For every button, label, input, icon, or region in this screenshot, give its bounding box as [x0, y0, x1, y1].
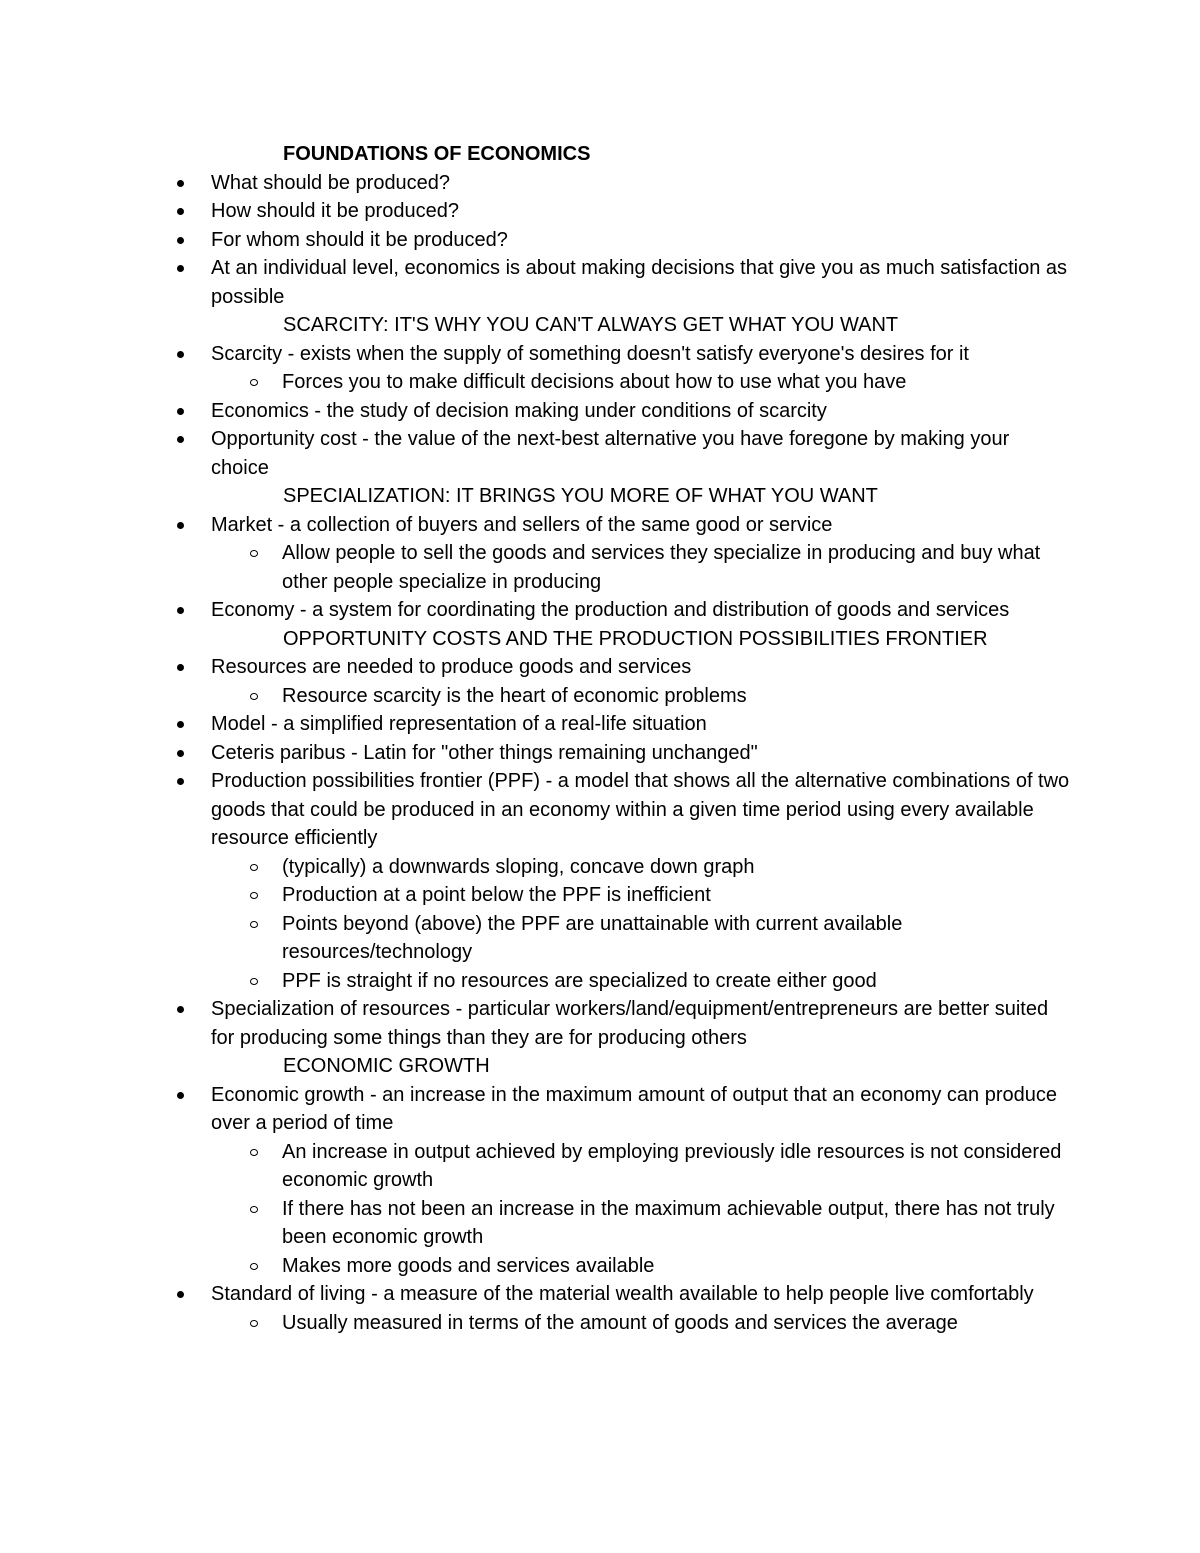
section-heading: SPECIALIZATION: IT BRINGS YOU MORE OF WHAT YOU WANT: [283, 485, 878, 507]
sub-bullet-item: Production at a point below the PPF is inefficient: [0, 881, 1200, 910]
document-title: FOUNDATIONS OF ECONOMICS: [283, 143, 591, 165]
bullet-item: Resources are needed to produce goods and services: [0, 653, 1200, 682]
sub-bullet-item: Allow people to sell the goods and services they specialize in producing and buy what other people specialize in producing: [0, 539, 1200, 596]
sub-bullet-item: Makes more goods and services available: [0, 1252, 1200, 1281]
sub-bullet-item: PPF is straight if no resources are specialized to create either good: [0, 967, 1200, 996]
sub-bullet-item: (typically) a downwards sloping, concave down graph: [0, 853, 1200, 882]
sub-bullet-item: Usually measured in terms of the amount of goods and services the average: [0, 1309, 1200, 1338]
sub-bullet-item: Resource scarcity is the heart of economic problems: [0, 682, 1200, 711]
bullet-list: [0, 169, 1200, 1338]
bullet-item: For whom should it be produced?: [0, 226, 1200, 255]
bullet-item: Scarcity - exists when the supply of something doesn't satisfy everyone's desires for it: [0, 340, 1200, 369]
sub-bullet-item: Points beyond (above) the PPF are unattainable with current available resources/technology: [0, 910, 1200, 967]
sub-bullet-item: An increase in output achieved by employing previously idle resources is not considered economic growth: [0, 1138, 1200, 1195]
section-heading: SCARCITY: IT'S WHY YOU CAN'T ALWAYS GET WHAT YOU WANT: [283, 314, 899, 336]
sub-bullet-item: If there has not been an increase in the maximum achievable output, there has not truly been economic growth: [0, 1195, 1200, 1252]
sub-bullet-item: Forces you to make difficult decisions about how to use what you have: [0, 368, 1200, 397]
bullet-item: Production possibilities frontier (PPF) - a model that shows all the alternative combinations of two goods that could be produced in an economy within a given time period using every available resource efficiently: [0, 767, 1200, 853]
bullet-item: Opportunity cost - the value of the next-best alternative you have foregone by making your choice: [0, 425, 1200, 482]
bullet-item: Standard of living - a measure of the material wealth available to help people live comfortably: [0, 1280, 1200, 1309]
bullet-item: Economics - the study of decision making under conditions of scarcity: [0, 397, 1200, 426]
bullet-item: What should be produced?: [0, 169, 1200, 198]
document-body: [0, 140, 1200, 1337]
bullet-item: Market - a collection of buyers and sellers of the same good or service: [0, 511, 1200, 540]
bullet-item: How should it be produced?: [0, 197, 1200, 226]
bullet-item: At an individual level, economics is about making decisions that give you as much satisfaction as possible: [0, 254, 1200, 311]
bullet-item: Model - a simplified representation of a real-life situation: [0, 710, 1200, 739]
bullet-item: Economic growth - an increase in the maximum amount of output that an economy can produce over a period of time: [0, 1081, 1200, 1138]
bullet-item: Economy - a system for coordinating the production and distribution of goods and services: [0, 596, 1200, 625]
section-heading: ECONOMIC GROWTH: [283, 1055, 490, 1077]
bullet-item: Ceteris paribus - Latin for "other things remaining unchanged": [0, 739, 1200, 768]
bullet-item: Specialization of resources - particular workers/land/equipment/entrepreneurs are better suited for producing some things than they are for producing others: [0, 995, 1200, 1052]
section-heading: OPPORTUNITY COSTS AND THE PRODUCTION POSSIBILITIES FRONTIER: [283, 627, 988, 650]
